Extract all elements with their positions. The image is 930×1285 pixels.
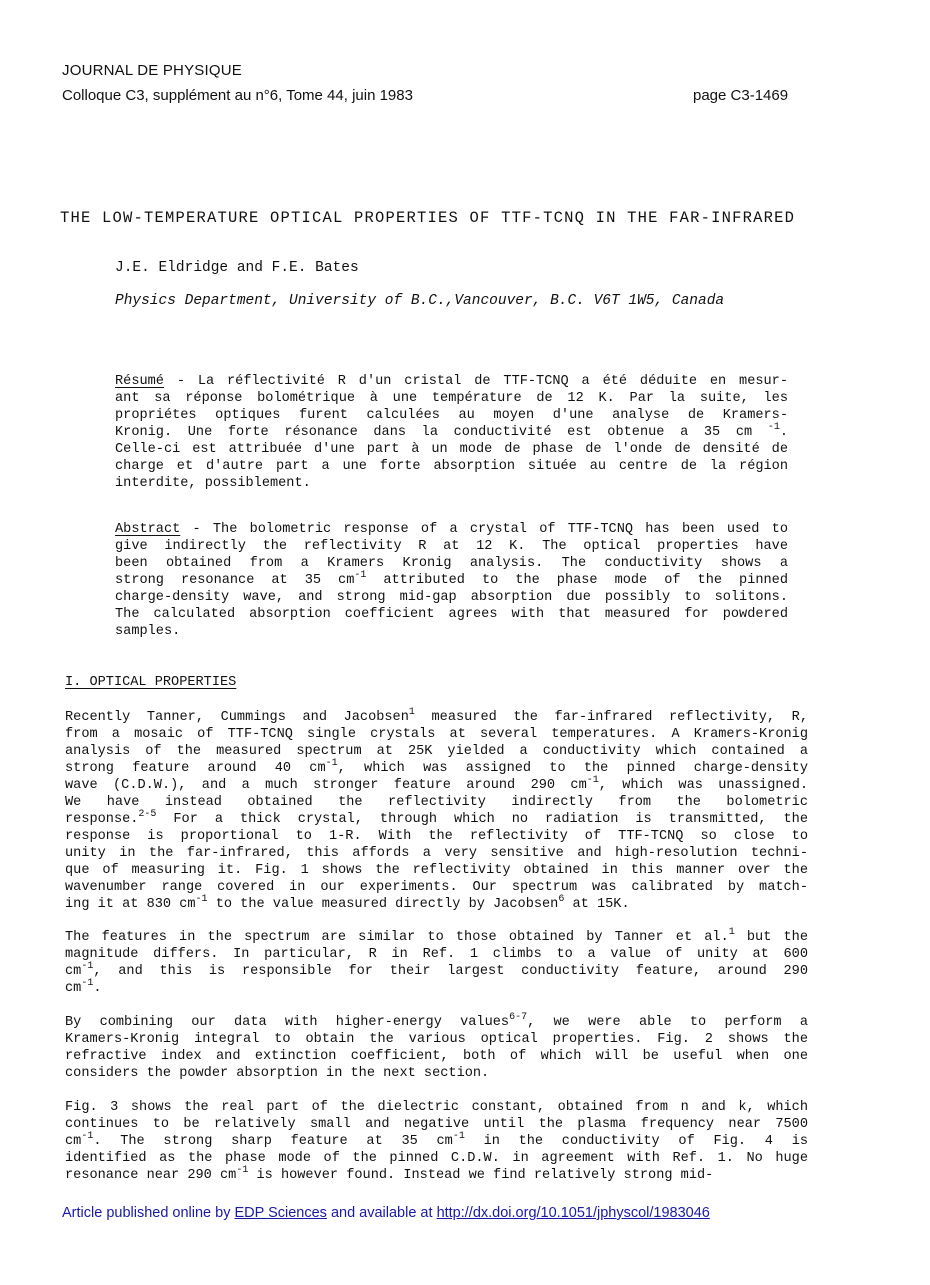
body-line: response is proportional to 1-R. With the reflectivity of TTF-TCNQ so close to bbox=[65, 829, 808, 844]
body-line: $cm^{-1}$. bbox=[65, 978, 102, 996]
authors: J.E. Eldridge and F.E. Bates bbox=[115, 260, 359, 276]
abstract-line: charge-density wave, and strong mid-gap absorption due possibly to solitons. bbox=[115, 590, 788, 605]
footer-prefix: Article published online by bbox=[62, 1205, 235, 1221]
body-paragraph bbox=[65, 709, 808, 913]
colloque-info: Colloque C3, supplément au n°6, Tome 44, juin 1983 bbox=[62, 87, 413, 104]
paper-title: THE LOW-TEMPERATURE OPTICAL PROPERTIES OF TTF-TCNQ IN THE FAR-INFRARED bbox=[60, 209, 796, 227]
body-line: Fig. 3 shows the real part of the dielectric constant, obtained from n and k, which bbox=[65, 1100, 808, 1115]
body-line: ing it at 830 $cm^{-1}$ to the value measured directly by Jacobsen$^6$ at 15K. bbox=[65, 894, 630, 912]
body-line: response.$^{2-5}$ For a thick crystal, through which no radiation is transmitted, the bbox=[65, 809, 808, 827]
affiliation: Physics Department, University of B.C.,Vancouver, B.C. V6T 1W5, Canada bbox=[115, 293, 725, 309]
footer-middle: and available at bbox=[326, 1205, 437, 1221]
body-line: strong feature around 40 $cm^{-1}$, which was assigned to the pinned charge-density bbox=[65, 758, 808, 776]
resume-line: Celle-ci est attribuée d'une part à un mode de phase de l'onde de densité de bbox=[115, 442, 788, 457]
resume-line: propriétes optiques furent calculées au moyen d'une analyse de Kramers- bbox=[115, 408, 788, 423]
resume-line: ant sa réponse bolométrique à une température de 12 K. Par la suite, les bbox=[115, 391, 788, 406]
body-line: We have instead obtained the reflectivity indirectly from the bolometric bbox=[65, 795, 808, 810]
body-line: By combining our data with higher-energy values$^{6-7}$, we were able to perform a bbox=[65, 1012, 808, 1030]
body-paragraph bbox=[65, 929, 808, 997]
body-line: wavenumber range covered in our experiments. Our spectrum was calibrated by match- bbox=[65, 880, 808, 895]
resume-paragraph bbox=[115, 373, 788, 492]
body-line: Kramers-Kronig integral to obtain the various optical properties. Fig. 2 shows the bbox=[65, 1032, 808, 1047]
body-line: analysis of the measured spectrum at 25K yielded a conductivity which contained a bbox=[65, 744, 808, 759]
body-paragraph bbox=[65, 1014, 808, 1082]
body-line: Recently Tanner, Cummings and Jacobsen$^1$ measured the far-infrared reflectivity, R, bbox=[65, 707, 808, 725]
abstract-line: Abstract - The bolometric response of a crystal of TTF-TCNQ has been used to bbox=[115, 522, 788, 537]
body-line: que of measuring it. Fig. 1 shows the reflectivity obtained in this manner over the bbox=[65, 863, 808, 878]
abstract-line: been obtained from a Kramers Kronig analysis. The conductivity shows a bbox=[115, 556, 788, 571]
body-line: continues to be relatively small and negative until the plasma frequency near 7500 bbox=[65, 1117, 808, 1132]
abstract-line: strong resonance at 35 $cm^{-1}$ attributed to the phase mode of the pinned bbox=[115, 570, 788, 588]
abstract-line: The calculated absorption coefficient agrees with that measured for powdered bbox=[115, 607, 788, 622]
body-line: $cm^{-1}$, and this is responsible for their largest conductivity feature, around 290 bbox=[65, 961, 808, 979]
abstract-line: samples. bbox=[115, 624, 181, 639]
doi-link[interactable]: http://dx.doi.org/10.1051/jphyscol/1983046 bbox=[436, 1205, 710, 1221]
body-line: The features in the spectrum are similar to those obtained by Tanner et al.$^1$ but the bbox=[65, 927, 808, 945]
abstract-label: Abstract bbox=[115, 522, 181, 537]
body-line: from a mosaic of TTF-TCNQ single crystals at several temperatures. A Kramers-Kronig bbox=[65, 727, 808, 742]
page-number: page C3-1469 bbox=[693, 87, 789, 104]
resume-line: interdite, possiblement. bbox=[115, 476, 311, 491]
body-line: considers the powder absorption in the next section. bbox=[65, 1066, 490, 1081]
body-line: refractive index and extinction coefficient, both of which will be useful when one bbox=[65, 1049, 808, 1064]
abstract-line: give indirectly the reflectivity R at 12 K. The optical properties have bbox=[115, 539, 788, 554]
journal-name: JOURNAL DE PHYSIQUE bbox=[62, 62, 242, 79]
body-line: $cm^{-1}$. The strong sharp feature at 35 $cm^{-1}$ in the conductivity of Fig. 4 is bbox=[65, 1131, 809, 1149]
resume-line: charge et d'autre part a une forte absorption située au centre de la région bbox=[115, 459, 788, 474]
section-heading: I. OPTICAL PROPERTIES bbox=[65, 675, 237, 690]
body-line: identified as the phase mode of the pinned C.D.W. in agreement with Ref. 1. No huge bbox=[65, 1151, 808, 1166]
resume-label: Résumé bbox=[115, 374, 164, 389]
body-paragraph bbox=[65, 1099, 808, 1184]
abstract-paragraph bbox=[115, 521, 788, 640]
body-line: unity in the far-infrared, this affords a very sensitive and high-resolution techni- bbox=[65, 846, 808, 861]
publication-footer bbox=[62, 1205, 710, 1221]
resume-line: Résumé - La réflectivité R d'un cristal de TTF-TCNQ a été déduite en mesur- bbox=[115, 374, 788, 389]
body-line: wave (C.D.W.), and a much stronger feature around 290 $cm^{-1}$, which was unassigned. bbox=[65, 775, 809, 793]
body-line: resonance near 290 $cm^{-1}$ is however found. Instead we find relatively strong mid- bbox=[65, 1165, 714, 1183]
publisher-link[interactable]: EDP Sciences bbox=[234, 1205, 327, 1221]
body-line: magnitude differs. In particular, R in Ref. 1 climbs to a value of unity at 600 bbox=[65, 947, 808, 962]
resume-line: Kronig. Une forte résonance dans la conductivité est obtenue a 35 cm $^{-1}$. bbox=[115, 422, 788, 440]
